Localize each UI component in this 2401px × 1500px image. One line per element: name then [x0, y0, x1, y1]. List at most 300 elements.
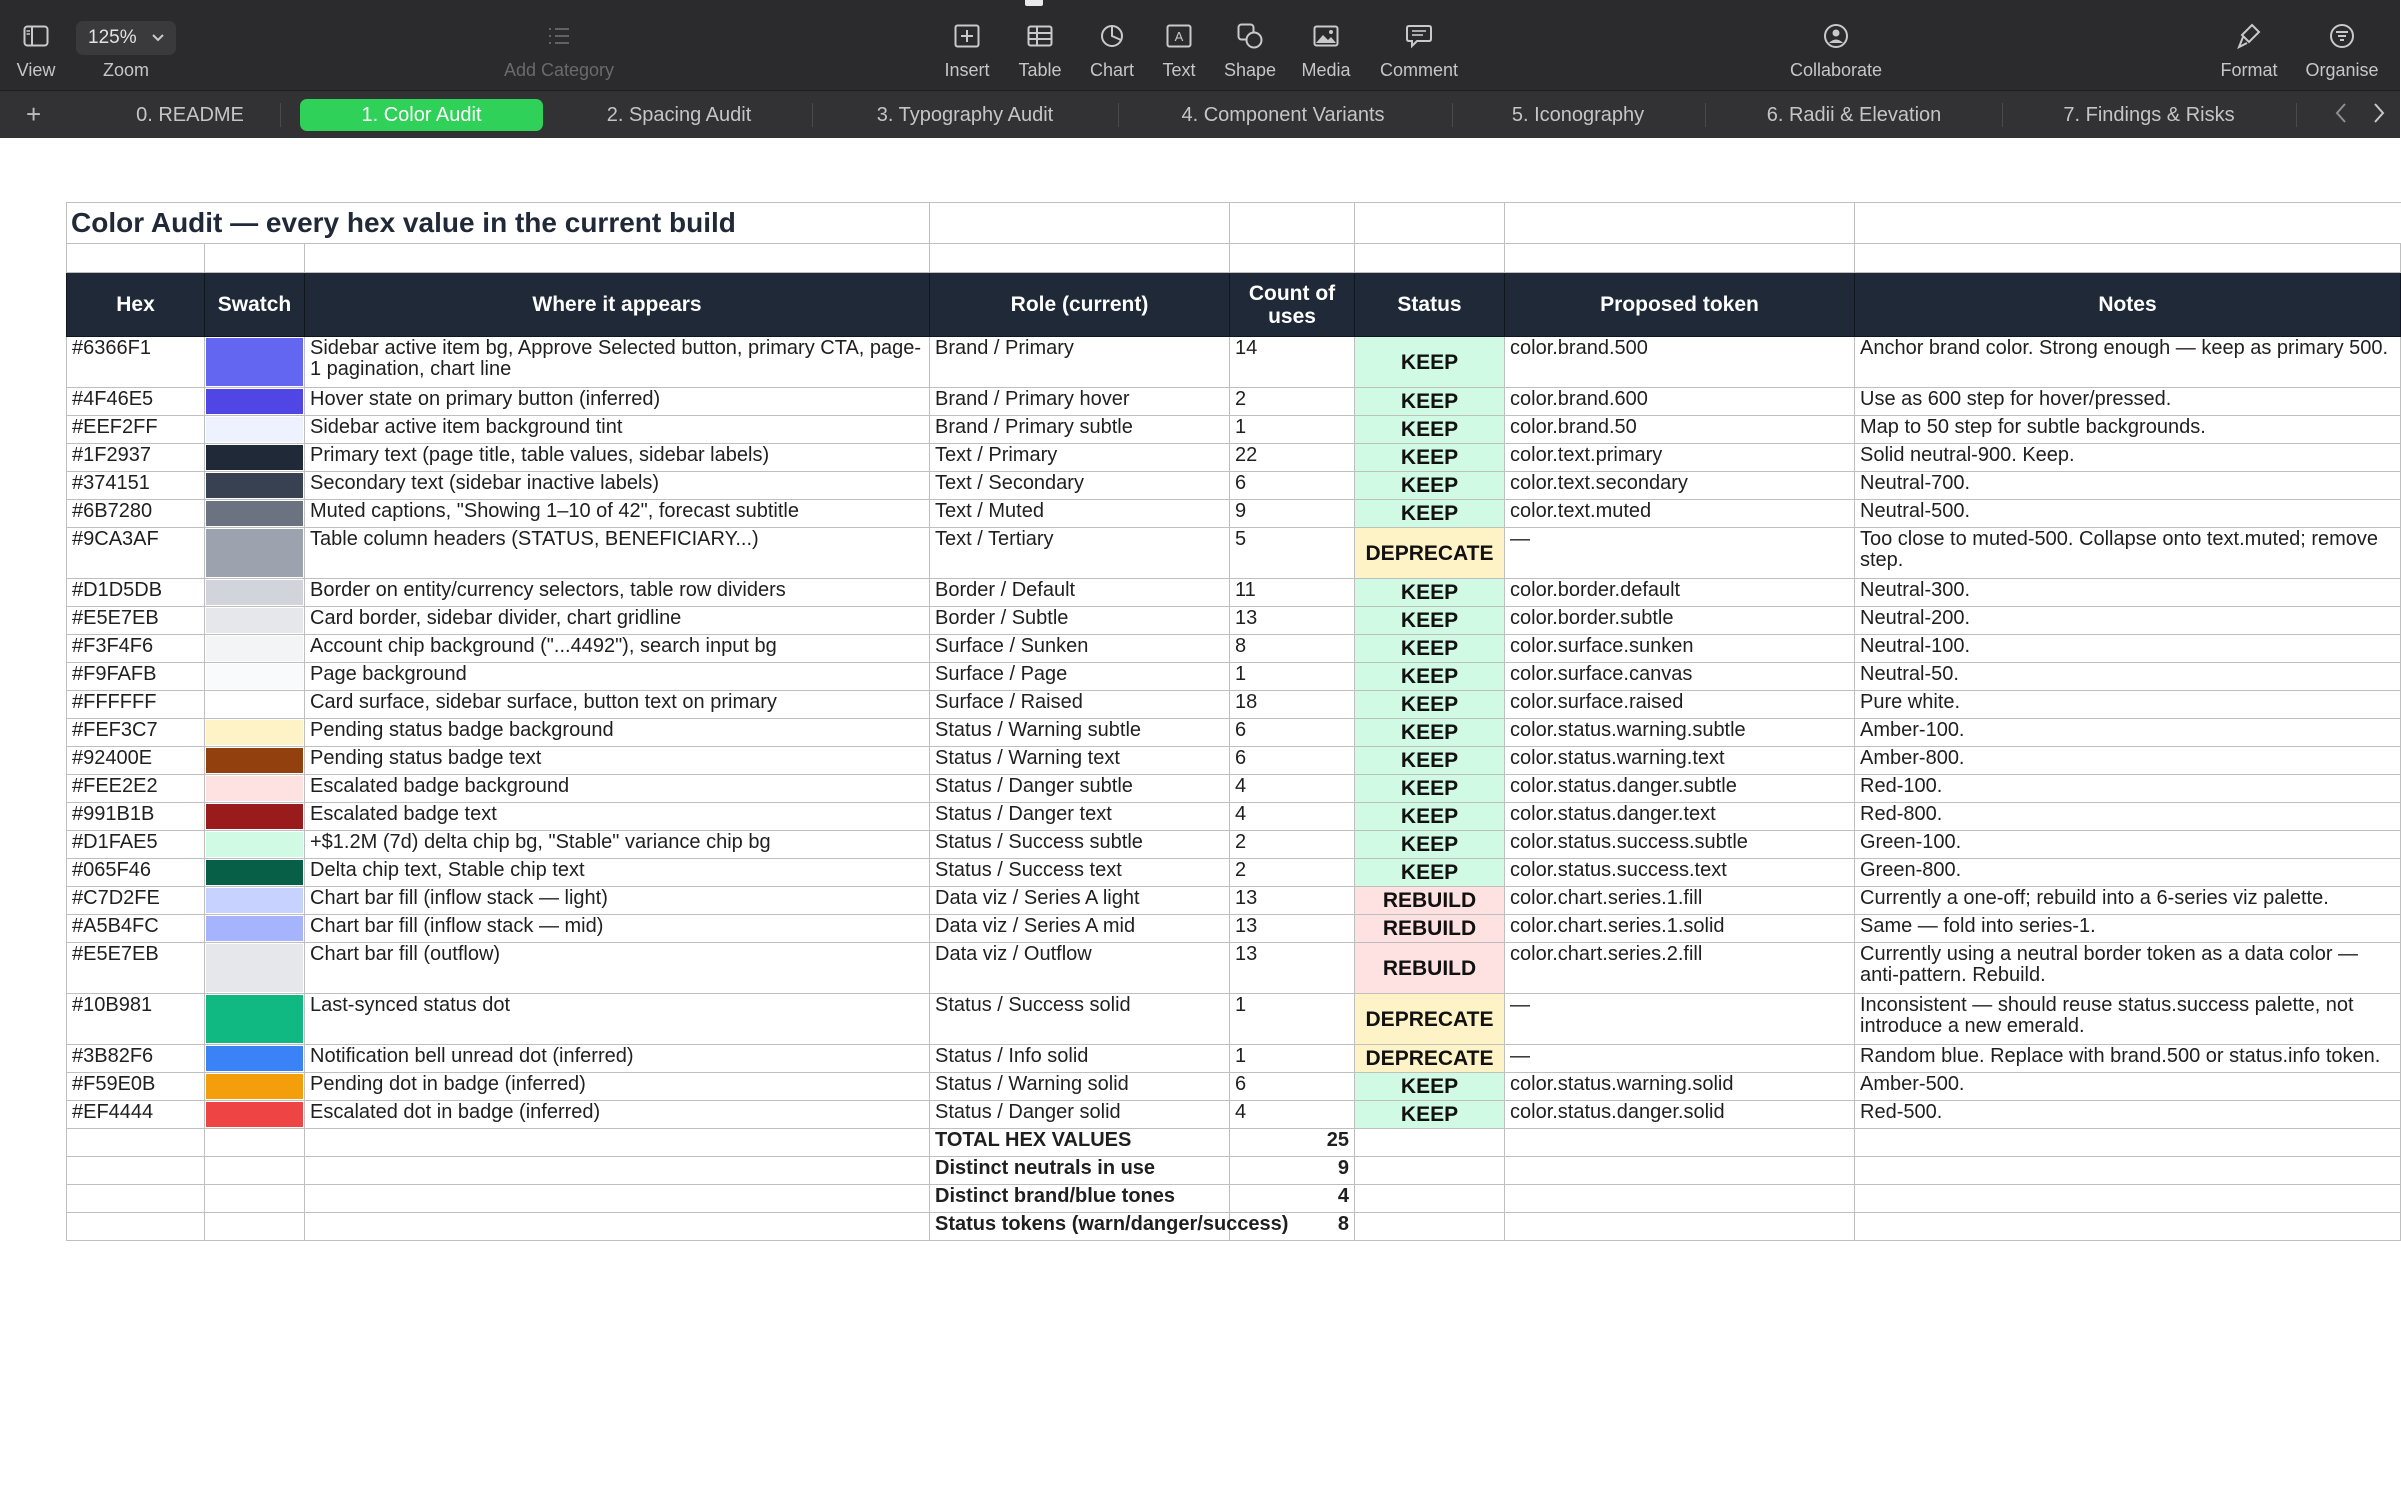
cell[interactable]	[1505, 1129, 1855, 1157]
swatch-cell[interactable]	[205, 337, 305, 388]
notes-cell[interactable]: Currently a one-off; rebuild into a 6-series viz palette.	[1855, 887, 2401, 915]
where-cell[interactable]: Account chip background ("...4492"), search input bg	[305, 635, 930, 663]
notes-cell[interactable]: Same — fold into series-1.	[1855, 915, 2401, 943]
token-cell[interactable]: color.brand.500	[1505, 337, 1855, 388]
status-cell[interactable]: KEEP	[1355, 859, 1505, 887]
role-cell[interactable]: Border / Default	[930, 579, 1230, 607]
scroll-tabs-right-icon[interactable]	[2372, 101, 2386, 130]
cell[interactable]	[1355, 1157, 1505, 1185]
toolbar	[0, 0, 2400, 90]
swatch-cell[interactable]	[205, 388, 305, 416]
role-cell[interactable]: Data viz / Series A mid	[930, 915, 1230, 943]
cell[interactable]	[1855, 203, 2401, 244]
summary-row	[67, 1185, 2401, 1213]
token-cell[interactable]: color.status.danger.text	[1505, 803, 1855, 831]
cell[interactable]	[67, 1129, 205, 1157]
notes-cell[interactable]: Neutral-700.	[1855, 472, 2401, 500]
comment-button[interactable]	[1376, 0, 1462, 90]
role-cell[interactable]: Brand / Primary subtle	[930, 416, 1230, 444]
cell[interactable]	[1355, 1185, 1505, 1213]
notes-cell[interactable]: Neutral-500.	[1855, 500, 2401, 528]
role-cell[interactable]: Border / Subtle	[930, 607, 1230, 635]
hex-cell[interactable]: #F9FAFB	[67, 663, 205, 691]
where-cell[interactable]: Border on entity/currency selectors, table row dividers	[305, 579, 930, 607]
where-cell[interactable]: Delta chip text, Stable chip text	[305, 859, 930, 887]
header-where[interactable]: Where it appears	[305, 273, 930, 337]
swatch-cell[interactable]	[205, 887, 305, 915]
scroll-tabs-left-icon[interactable]	[2334, 101, 2348, 130]
count-cell[interactable]: 6	[1230, 472, 1355, 500]
swatch-cell[interactable]	[205, 943, 305, 994]
swatch-cell[interactable]	[205, 472, 305, 500]
token-cell[interactable]: —	[1505, 1045, 1855, 1073]
hex-cell[interactable]: #A5B4FC	[67, 915, 205, 943]
cell[interactable]	[205, 1129, 305, 1157]
table-row	[67, 747, 2401, 775]
where-cell[interactable]: Escalated badge text	[305, 803, 930, 831]
table-button[interactable]	[1016, 0, 1064, 90]
cell[interactable]	[205, 1213, 305, 1241]
header-status[interactable]: Status	[1355, 273, 1505, 337]
swatch-cell[interactable]	[205, 579, 305, 607]
role-cell[interactable]: Status / Info solid	[930, 1045, 1230, 1073]
view-button[interactable]	[14, 0, 58, 90]
table-row	[67, 719, 2401, 747]
where-cell[interactable]: Chart bar fill (inflow stack — light)	[305, 887, 930, 915]
color-swatch	[206, 720, 303, 745]
hex-cell[interactable]: #F3F4F6	[67, 635, 205, 663]
cell[interactable]	[1855, 244, 2401, 273]
tab-typography-audit[interactable]: 3. Typography Audit	[876, 104, 1054, 126]
swatch-cell[interactable]	[205, 607, 305, 635]
token-cell[interactable]: color.surface.sunken	[1505, 635, 1855, 663]
where-cell[interactable]: Pending dot in badge (inferred)	[305, 1073, 930, 1101]
notes-cell[interactable]: Inconsistent — should reuse status.success palette, not introduce a new emerald.	[1855, 994, 2401, 1045]
paintbrush-icon	[2237, 22, 2261, 50]
hex-cell[interactable]: #374151	[67, 472, 205, 500]
status-cell[interactable]: DEPRECATE	[1355, 1045, 1505, 1073]
shape-button[interactable]	[1220, 0, 1280, 90]
notes-cell[interactable]: Random blue. Replace with brand.500 or status.info token.	[1855, 1045, 2401, 1073]
media-label: Media	[1301, 60, 1351, 80]
token-cell[interactable]: color.brand.600	[1505, 388, 1855, 416]
where-cell[interactable]: Escalated dot in badge (inferred)	[305, 1101, 930, 1129]
count-cell[interactable]: 1	[1230, 1045, 1355, 1073]
role-cell[interactable]: Text / Muted	[930, 500, 1230, 528]
token-cell[interactable]: color.surface.raised	[1505, 691, 1855, 719]
status-cell[interactable]: DEPRECATE	[1355, 994, 1505, 1045]
token-cell[interactable]: color.status.warning.text	[1505, 747, 1855, 775]
token-cell[interactable]: color.status.warning.subtle	[1505, 719, 1855, 747]
cell[interactable]	[930, 244, 1230, 273]
token-cell[interactable]: color.surface.canvas	[1505, 663, 1855, 691]
role-cell[interactable]: Surface / Page	[930, 663, 1230, 691]
where-cell[interactable]: Secondary text (sidebar inactive labels)	[305, 472, 930, 500]
count-cell[interactable]: 6	[1230, 1073, 1355, 1101]
role-cell[interactable]: Status / Danger subtle	[930, 775, 1230, 803]
status-cell[interactable]: KEEP	[1355, 1073, 1505, 1101]
header-swatch[interactable]: Swatch	[205, 273, 305, 337]
role-cell[interactable]: Surface / Sunken	[930, 635, 1230, 663]
role-cell[interactable]: Data viz / Series A light	[930, 887, 1230, 915]
summary-label[interactable]: TOTAL HEX VALUES	[930, 1129, 1230, 1157]
cell[interactable]	[67, 1157, 205, 1185]
cell[interactable]	[205, 1157, 305, 1185]
status-cell[interactable]: KEEP	[1355, 691, 1505, 719]
status-cell[interactable]: KEEP	[1355, 803, 1505, 831]
swatch-cell[interactable]	[205, 1045, 305, 1073]
where-cell[interactable]: Primary text (page title, table values, sidebar labels)	[305, 444, 930, 472]
tab-findings-risks[interactable]: 7. Findings & Risks	[2063, 104, 2235, 126]
where-cell[interactable]: Chart bar fill (outflow)	[305, 943, 930, 994]
role-cell[interactable]: Data viz / Outflow	[930, 943, 1230, 994]
hex-cell[interactable]: #3B82F6	[67, 1045, 205, 1073]
token-cell[interactable]: color.text.muted	[1505, 500, 1855, 528]
cell[interactable]	[205, 1185, 305, 1213]
notes-cell[interactable]: Neutral-300.	[1855, 579, 2401, 607]
token-cell[interactable]: color.chart.series.2.fill	[1505, 943, 1855, 994]
insert-button[interactable]	[941, 0, 993, 90]
status-cell[interactable]: KEEP	[1355, 607, 1505, 635]
notes-cell[interactable]: Red-100.	[1855, 775, 2401, 803]
role-cell[interactable]: Status / Danger text	[930, 803, 1230, 831]
hex-cell[interactable]: #991B1B	[67, 803, 205, 831]
count-cell[interactable]: 11	[1230, 579, 1355, 607]
role-cell[interactable]: Text / Tertiary	[930, 528, 1230, 579]
count-cell[interactable]: 13	[1230, 887, 1355, 915]
count-cell[interactable]: 13	[1230, 943, 1355, 994]
count-cell[interactable]: 2	[1230, 859, 1355, 887]
role-cell[interactable]: Text / Primary	[930, 444, 1230, 472]
where-cell[interactable]: Pending status badge background	[305, 719, 930, 747]
spreadsheet-table	[66, 202, 2400, 1241]
status-cell[interactable]: KEEP	[1355, 472, 1505, 500]
swatch-cell[interactable]	[205, 747, 305, 775]
summary-label[interactable]: Distinct brand/blue tones	[930, 1185, 1230, 1213]
status-cell[interactable]: KEEP	[1355, 500, 1505, 528]
count-cell[interactable]: 14	[1230, 337, 1355, 388]
collaborate-button[interactable]	[1784, 0, 1888, 90]
where-cell[interactable]: Escalated badge background	[305, 775, 930, 803]
swatch-cell[interactable]	[205, 500, 305, 528]
role-cell[interactable]: Status / Success text	[930, 859, 1230, 887]
cell[interactable]	[67, 1185, 205, 1213]
tab-color-audit[interactable]: 1. Color Audit	[300, 99, 543, 131]
token-cell[interactable]: —	[1505, 528, 1855, 579]
notes-cell[interactable]: Amber-100.	[1855, 719, 2401, 747]
header-row	[67, 273, 2401, 337]
status-cell[interactable]: KEEP	[1355, 635, 1505, 663]
count-cell[interactable]: 5	[1230, 528, 1355, 579]
summary-value[interactable]: 8	[1230, 1213, 1355, 1241]
cell[interactable]	[1855, 1157, 2401, 1185]
cell[interactable]	[305, 1213, 930, 1241]
header-hex[interactable]: Hex	[67, 273, 205, 337]
swatch-cell[interactable]	[205, 803, 305, 831]
summary-value[interactable]: 25	[1230, 1129, 1355, 1157]
cell[interactable]	[67, 1213, 205, 1241]
count-cell[interactable]: 13	[1230, 607, 1355, 635]
where-cell[interactable]: Muted captions, "Showing 1–10 of 42", forecast subtitle	[305, 500, 930, 528]
notes-cell[interactable]: Red-500.	[1855, 1101, 2401, 1129]
hex-cell[interactable]: #E5E7EB	[67, 607, 205, 635]
color-swatch	[206, 389, 303, 414]
token-cell[interactable]: color.border.default	[1505, 579, 1855, 607]
hex-cell[interactable]: #4F46E5	[67, 388, 205, 416]
status-cell[interactable]: KEEP	[1355, 388, 1505, 416]
hex-cell[interactable]: #6B7280	[67, 500, 205, 528]
tab-spacing-audit[interactable]: 2. Spacing Audit	[606, 104, 752, 126]
notes-cell[interactable]: Currently using a neutral border token as a data color — anti-pattern. Rebuild.	[1855, 943, 2401, 994]
where-cell[interactable]: Card border, sidebar divider, chart gridline	[305, 607, 930, 635]
status-cell[interactable]: KEEP	[1355, 719, 1505, 747]
hex-cell[interactable]: #FEF3C7	[67, 719, 205, 747]
role-cell[interactable]: Status / Success subtle	[930, 831, 1230, 859]
table-row	[67, 1045, 2401, 1073]
where-cell[interactable]: Sidebar active item background tint	[305, 416, 930, 444]
token-cell[interactable]: color.chart.series.1.fill	[1505, 887, 1855, 915]
where-cell[interactable]: Notification bell unread dot (inferred)	[305, 1045, 930, 1073]
notes-cell[interactable]: Neutral-100.	[1855, 635, 2401, 663]
tab-iconography[interactable]: 5. Iconography	[1511, 104, 1645, 126]
organise-button[interactable]	[2302, 0, 2382, 90]
token-cell[interactable]: —	[1505, 994, 1855, 1045]
hex-cell[interactable]: #6366F1	[67, 337, 205, 388]
text-button[interactable]	[1160, 0, 1198, 90]
notes-cell[interactable]: Amber-800.	[1855, 747, 2401, 775]
token-cell[interactable]: color.status.danger.subtle	[1505, 775, 1855, 803]
notes-cell[interactable]: Neutral-50.	[1855, 663, 2401, 691]
table-row	[67, 635, 2401, 663]
swatch-cell[interactable]	[205, 635, 305, 663]
swatch-cell[interactable]	[205, 775, 305, 803]
hex-cell[interactable]: #F59E0B	[67, 1073, 205, 1101]
notes-cell[interactable]: Use as 600 step for hover/pressed.	[1855, 388, 2401, 416]
cell[interactable]	[1355, 203, 1505, 244]
notes-cell[interactable]: Green-100.	[1855, 831, 2401, 859]
count-cell[interactable]: 2	[1230, 831, 1355, 859]
swatch-cell[interactable]	[205, 1073, 305, 1101]
role-cell[interactable]: Status / Danger solid	[930, 1101, 1230, 1129]
cell[interactable]	[1230, 244, 1355, 273]
count-cell[interactable]: 22	[1230, 444, 1355, 472]
swatch-cell[interactable]	[205, 1101, 305, 1129]
tab-component-variants[interactable]: 4. Component Variants	[1181, 104, 1385, 126]
swatch-cell[interactable]	[205, 994, 305, 1045]
swatch-cell[interactable]	[205, 691, 305, 719]
cell[interactable]	[67, 244, 205, 273]
add-sheet-button[interactable]: +	[26, 99, 42, 129]
count-cell[interactable]: 6	[1230, 719, 1355, 747]
cell[interactable]	[1855, 1185, 2401, 1213]
notes-cell[interactable]: Map to 50 step for subtle backgrounds.	[1855, 416, 2401, 444]
token-cell[interactable]: color.status.danger.solid	[1505, 1101, 1855, 1129]
header-role[interactable]: Role (current)	[930, 273, 1230, 337]
count-cell[interactable]: 4	[1230, 775, 1355, 803]
table-row	[67, 337, 2401, 388]
token-cell[interactable]: color.chart.series.1.solid	[1505, 915, 1855, 943]
header-count[interactable]: Count of uses	[1230, 273, 1355, 337]
swatch-cell[interactable]	[205, 444, 305, 472]
role-cell[interactable]: Text / Secondary	[930, 472, 1230, 500]
add-category-button[interactable]	[496, 0, 622, 90]
count-cell[interactable]: 4	[1230, 1101, 1355, 1129]
where-cell[interactable]: Pending status badge text	[305, 747, 930, 775]
hex-cell[interactable]: #1F2937	[67, 444, 205, 472]
hex-cell[interactable]: #9CA3AF	[67, 528, 205, 579]
status-cell[interactable]: KEEP	[1355, 416, 1505, 444]
count-cell[interactable]: 9	[1230, 500, 1355, 528]
tab-readme[interactable]: 0. README	[136, 104, 244, 126]
notes-cell[interactable]: Green-800.	[1855, 859, 2401, 887]
summary-row	[67, 1157, 2401, 1185]
cell[interactable]	[930, 203, 1230, 244]
notes-cell[interactable]: Too close to muted-500. Collapse onto text.muted; remove step.	[1855, 528, 2401, 579]
role-cell[interactable]: Brand / Primary	[930, 337, 1230, 388]
count-cell[interactable]: 13	[1230, 915, 1355, 943]
hex-cell[interactable]: #FFFFFF	[67, 691, 205, 719]
summary-value[interactable]: 4	[1230, 1185, 1355, 1213]
tab-radii-elevation[interactable]: 6. Radii & Elevation	[1766, 104, 1942, 126]
count-cell[interactable]: 18	[1230, 691, 1355, 719]
swatch-cell[interactable]	[205, 831, 305, 859]
sheet-title[interactable]: Color Audit — every hex value in the current build	[67, 203, 930, 244]
status-cell[interactable]: KEEP	[1355, 775, 1505, 803]
notes-cell[interactable]: Red-800.	[1855, 803, 2401, 831]
cell[interactable]	[305, 244, 930, 273]
tab-divider	[2002, 103, 2003, 127]
cell[interactable]	[1355, 1213, 1505, 1241]
summary-label[interactable]: Status tokens (warn/danger/success)	[930, 1213, 1230, 1241]
token-cell[interactable]: color.text.primary	[1505, 444, 1855, 472]
role-cell[interactable]: Surface / Raised	[930, 691, 1230, 719]
token-cell[interactable]: color.text.secondary	[1505, 472, 1855, 500]
hex-cell[interactable]: #D1D5DB	[67, 579, 205, 607]
header-token[interactable]: Proposed token	[1505, 273, 1855, 337]
notes-cell[interactable]: Solid neutral-900. Keep.	[1855, 444, 2401, 472]
status-cell[interactable]: KEEP	[1355, 337, 1505, 388]
hex-cell[interactable]: #10B981	[67, 994, 205, 1045]
status-cell[interactable]: REBUILD	[1355, 887, 1505, 915]
organise-label: Organise	[2305, 60, 2379, 80]
status-cell[interactable]: KEEP	[1355, 663, 1505, 691]
cell[interactable]	[1855, 1129, 2401, 1157]
color-swatch	[206, 860, 303, 885]
role-cell[interactable]: Status / Warning solid	[930, 1073, 1230, 1101]
where-cell[interactable]: +$1.2M (7d) delta chip bg, "Stable" variance chip bg	[305, 831, 930, 859]
hex-cell[interactable]: #EEF2FF	[67, 416, 205, 444]
count-cell[interactable]: 4	[1230, 803, 1355, 831]
token-cell[interactable]: color.status.success.text	[1505, 859, 1855, 887]
status-cell[interactable]: REBUILD	[1355, 915, 1505, 943]
insert-icon	[954, 22, 980, 50]
where-cell[interactable]: Last-synced status dot	[305, 994, 930, 1045]
swatch-cell[interactable]	[205, 528, 305, 579]
count-cell[interactable]: 6	[1230, 747, 1355, 775]
cell[interactable]	[305, 1157, 930, 1185]
swatch-cell[interactable]	[205, 859, 305, 887]
token-cell[interactable]: color.status.warning.solid	[1505, 1073, 1855, 1101]
cell[interactable]	[205, 244, 305, 273]
status-cell[interactable]: KEEP	[1355, 444, 1505, 472]
swatch-cell[interactable]	[205, 915, 305, 943]
format-button[interactable]	[2218, 0, 2280, 90]
cell[interactable]	[1505, 1185, 1855, 1213]
hex-cell[interactable]: #D1FAE5	[67, 831, 205, 859]
where-cell[interactable]: Chart bar fill (inflow stack — mid)	[305, 915, 930, 943]
hex-cell[interactable]: #FEE2E2	[67, 775, 205, 803]
cell[interactable]	[1505, 1213, 1855, 1241]
cell[interactable]	[1855, 1213, 2401, 1241]
cell[interactable]	[1355, 1129, 1505, 1157]
count-cell[interactable]: 1	[1230, 994, 1355, 1045]
cell[interactable]	[1505, 244, 1855, 273]
notes-cell[interactable]: Anchor brand color. Strong enough — keep as primary 500.	[1855, 337, 2401, 388]
chart-button[interactable]	[1086, 0, 1138, 90]
cell[interactable]	[305, 1129, 930, 1157]
media-button[interactable]	[1298, 0, 1354, 90]
summary-label[interactable]: Distinct neutrals in use	[930, 1157, 1230, 1185]
hex-cell[interactable]: #E5E7EB	[67, 943, 205, 994]
hex-cell[interactable]: #C7D2FE	[67, 887, 205, 915]
hex-cell[interactable]: #92400E	[67, 747, 205, 775]
color-swatch	[206, 692, 303, 717]
comment-icon	[1406, 22, 1432, 50]
role-cell[interactable]: Status / Warning subtle	[930, 719, 1230, 747]
summary-value[interactable]: 9	[1230, 1157, 1355, 1185]
header-notes[interactable]: Notes	[1855, 273, 2401, 337]
hex-cell[interactable]: #065F46	[67, 859, 205, 887]
token-cell[interactable]: color.brand.50	[1505, 416, 1855, 444]
notes-cell[interactable]: Pure white.	[1855, 691, 2401, 719]
count-cell[interactable]: 2	[1230, 388, 1355, 416]
token-cell[interactable]: color.border.subtle	[1505, 607, 1855, 635]
color-swatch	[206, 608, 303, 633]
role-cell[interactable]: Status / Warning text	[930, 747, 1230, 775]
count-cell[interactable]: 1	[1230, 416, 1355, 444]
cell[interactable]	[1505, 203, 1855, 244]
status-cell[interactable]: KEEP	[1355, 579, 1505, 607]
swatch-cell[interactable]	[205, 663, 305, 691]
where-cell[interactable]: Card surface, sidebar surface, button text on primary	[305, 691, 930, 719]
notes-cell[interactable]: Amber-500.	[1855, 1073, 2401, 1101]
where-cell[interactable]: Hover state on primary button (inferred)	[305, 388, 930, 416]
cell[interactable]	[1230, 203, 1355, 244]
color-swatch	[206, 338, 303, 386]
cell[interactable]	[305, 1185, 930, 1213]
where-cell[interactable]: Page background	[305, 663, 930, 691]
role-cell[interactable]: Status / Success solid	[930, 994, 1230, 1045]
status-cell[interactable]: KEEP	[1355, 831, 1505, 859]
role-cell[interactable]: Brand / Primary hover	[930, 388, 1230, 416]
count-cell[interactable]: 1	[1230, 663, 1355, 691]
where-cell[interactable]: Table column headers (STATUS, BENEFICIARY...)	[305, 528, 930, 579]
swatch-cell[interactable]	[205, 416, 305, 444]
status-cell[interactable]: DEPRECATE	[1355, 528, 1505, 579]
status-cell[interactable]: REBUILD	[1355, 943, 1505, 994]
cell[interactable]	[1505, 1157, 1855, 1185]
cell[interactable]	[1355, 244, 1505, 273]
token-cell[interactable]: color.status.success.subtle	[1505, 831, 1855, 859]
table-row	[67, 528, 2401, 579]
status-cell[interactable]: KEEP	[1355, 747, 1505, 775]
notes-cell[interactable]: Neutral-200.	[1855, 607, 2401, 635]
hex-cell[interactable]: #EF4444	[67, 1101, 205, 1129]
status-cell[interactable]: KEEP	[1355, 1101, 1505, 1129]
swatch-cell[interactable]	[205, 719, 305, 747]
where-cell[interactable]: Sidebar active item bg, Approve Selected button, primary CTA, page-1 pagination, chart line	[305, 337, 930, 388]
count-cell[interactable]: 8	[1230, 635, 1355, 663]
